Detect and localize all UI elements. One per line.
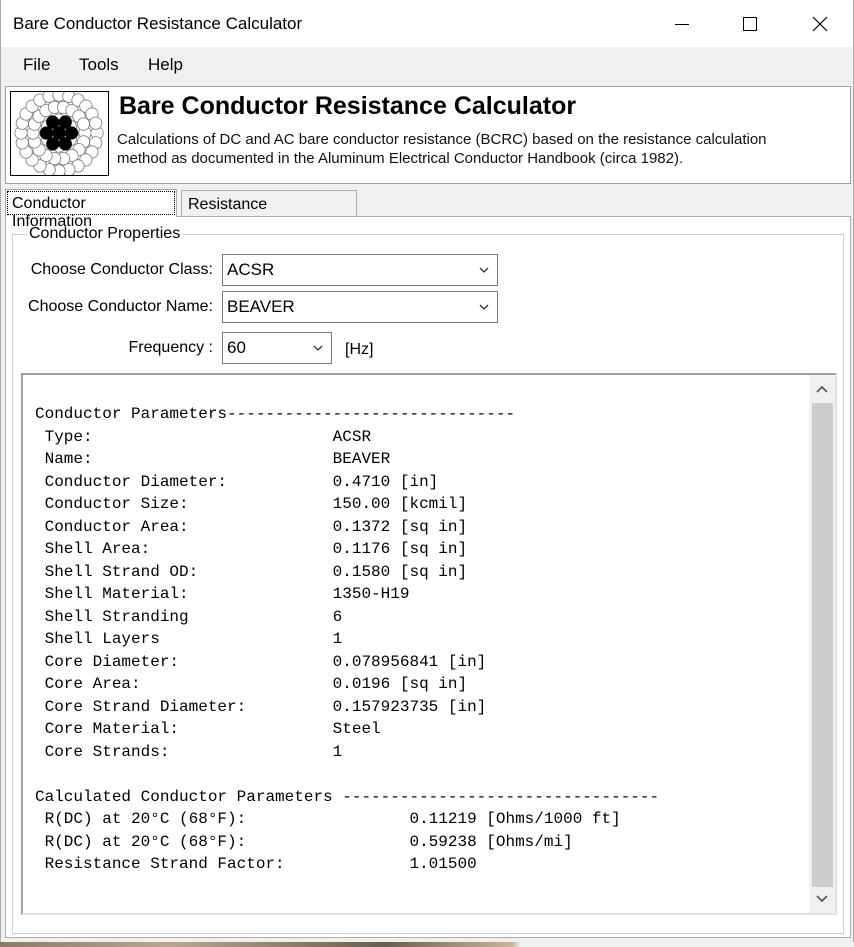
- frequency-unit: [Hz]: [345, 341, 374, 358]
- tab-strip: [5, 190, 851, 230]
- tab-conductor-information[interactable]: Conductor Information: [5, 189, 177, 217]
- result-line: Shell Stranding 6: [44, 607, 343, 626]
- conductor-class-label: Choose Conductor Class:: [30, 261, 213, 278]
- result-line: Conductor Parameters------------------------------: [35, 405, 516, 423]
- conductor-name-label: Choose Conductor Name:: [28, 298, 213, 315]
- tab-panel-conductor-information: [5, 216, 851, 938]
- window-title: Bare Conductor Resistance Calculator: [13, 14, 303, 33]
- result-line: R(DC) at 20°C (68°F): 0.11219 [Ohms/1000 ft]: [44, 810, 621, 828]
- close-button[interactable]: [797, 0, 843, 47]
- result-line: Core Strand Diameter: 0.157923735 [in]: [44, 697, 487, 716]
- minimize-button[interactable]: [659, 0, 705, 47]
- result-line: Core Strands: 1: [44, 742, 343, 761]
- minimize-icon: [675, 24, 689, 25]
- scroll-up-icon[interactable]: [815, 384, 829, 394]
- group-legend: Conductor Properties: [29, 225, 181, 242]
- scroll-down-icon[interactable]: [815, 894, 829, 904]
- result-line: Shell Layers 1: [44, 630, 343, 648]
- description-line-2: method as documented in the Aluminum Electrical Conductor Handbook (circa 1982).: [117, 150, 684, 167]
- menu-bar: [1, 47, 853, 83]
- title-bar[interactable]: [1, 0, 853, 47]
- results-textbox[interactable]: [21, 373, 837, 915]
- desktop-background-strip: [0, 942, 854, 947]
- conductor-strands-icon: [11, 92, 108, 175]
- maximize-icon: [743, 17, 757, 31]
- conductor-class-select[interactable]: [222, 254, 498, 286]
- menu-file[interactable]: File: [23, 55, 51, 74]
- menu-tools[interactable]: Tools: [79, 55, 119, 74]
- conductor-name-value: BEAVER: [227, 297, 295, 316]
- result-line: Calculated Conductor Parameters ---------------------------------: [35, 787, 660, 806]
- header-title: Bare Conductor Resistance Calculator: [119, 92, 577, 120]
- result-line: Shell Area: 0.1176 [sq in]: [44, 540, 468, 558]
- result-line: Core Material: Steel: [44, 720, 381, 738]
- maximize-button[interactable]: [727, 0, 773, 47]
- conductor-name-select[interactable]: [222, 291, 498, 323]
- result-line: Shell Strand OD: 0.1580 [sq in]: [44, 562, 468, 581]
- frequency-label: Frequency :: [128, 339, 213, 356]
- scrollbar-thumb[interactable]: [812, 403, 833, 887]
- result-line: Conductor Area: 0.1372 [sq in]: [44, 517, 468, 536]
- result-line: Shell Material: 1350-H19: [44, 585, 410, 603]
- result-line: Conductor Diameter: 0.4710 [in]: [44, 472, 439, 491]
- result-line: Type: ACSR: [44, 427, 372, 446]
- result-line: Name: BEAVER: [44, 450, 391, 468]
- chevron-down-icon: [479, 302, 489, 312]
- conductor-class-value: ACSR: [227, 260, 275, 279]
- result-line: Core Area: 0.0196 [sq in]: [44, 675, 468, 693]
- description-line-1: Calculations of DC and AC bare conductor resistance (BCRC) based on the resistance calculation: [117, 131, 767, 148]
- conductor-properties-group: [12, 225, 844, 934]
- result-line: Core Diameter: 0.078956841 [in]: [44, 652, 487, 671]
- result-line: Conductor Size: 150.00 [kcmil]: [44, 495, 468, 513]
- chevron-down-icon: [313, 343, 323, 353]
- chevron-down-icon: [479, 265, 489, 275]
- result-line: Resistance Strand Factor: 1.01500: [44, 855, 477, 873]
- close-icon: [812, 16, 828, 32]
- tab-resistance-parameters[interactable]: Resistance: [181, 190, 357, 216]
- results-text: [35, 403, 659, 876]
- frequency-value: 60: [227, 338, 246, 357]
- result-line: R(DC) at 20°C (68°F): 0.59238 [Ohms/mi]: [44, 832, 573, 851]
- header-description: [117, 130, 837, 168]
- frequency-select[interactable]: [222, 332, 332, 364]
- menu-help[interactable]: Help: [148, 55, 183, 74]
- header-panel: [5, 86, 851, 184]
- vertical-scrollbar[interactable]: [809, 375, 835, 913]
- conductor-logo: [10, 91, 109, 176]
